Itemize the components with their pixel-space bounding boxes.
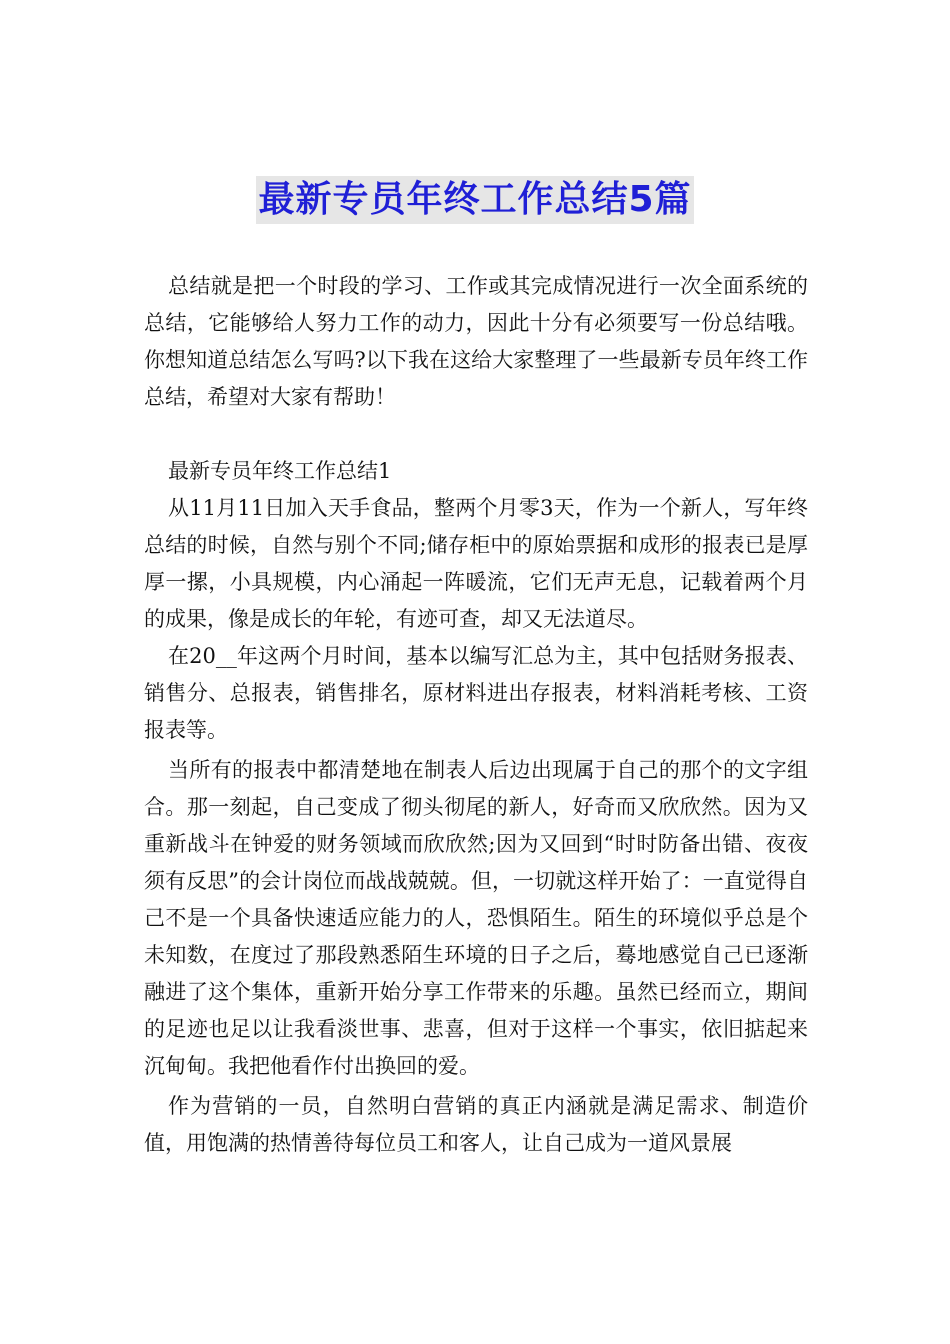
body-paragraph-3: 当所有的报表中都清楚地在制表人后边出现属于自己的那个的文字组合。那一刻起，自己变成了彻头彻尾的新人，好奇而又欣欣然。因为又重新战斗在钟爱的财务领域而欣欣然;因为又回到“时时防备出错、夜夜须有反思”的会计岗位而战战兢兢。但，一切就这样开始了：一直觉得自己不是一个具备快速适应能力的人，恐惧陌生。陌生的环境似乎总是个未知数，在度过了那段熟悉陌生环境的日子之后，蓦地感觉自己已逐渐融进了这个集体，重新开始分享工作带来的乐趣。虽然已经而立，期间的足迹也足以让我看淡世事、悲喜，但对于这样一个事实，依旧掂起来沉甸甸。我把他看作付出换回的爱。 [144, 758, 808, 1078]
intro-paragraph: 总结就是把一个时段的学习、工作或其完成情况进行一次全面系统的总结，它能够给人努力工作的动力，因此十分有必须要写一份总结哦。你想知道总结怎么写吗?以下我在这给大家整理了一些最新专员年终工作总结，希望对大家有帮助！ [144, 274, 808, 409]
body-paragraph-2: 在20__年这两个月时间，基本以编写汇总为主，其中包括财务报表、销售分、总报表，销售排名，原材料进出存报表，材料消耗考核、工资报表等。 [144, 644, 808, 742]
section-heading: 最新专员年终工作总结1 [168, 459, 392, 483]
document-body [144, 268, 808, 1162]
body-paragraph-1: 从11月11日加入天手食品，整两个月零3天，作为一个新人，写年终总结的时候，自然与别个不同;储存柜中的原始票据和成形的报表已是厚厚一摞，小具规模，内心涌起一阵暖流，它们无声无息，记载着两个月的成果，像是成长的年轮，有迹可查，却又无法道尽。 [144, 496, 808, 631]
document-title: 最新专员年终工作总结5篇 [256, 176, 693, 224]
body-paragraph-4: 作为营销的一员，自然明白营销的真正内涵就是满足需求、制造价值，用饱满的热情善待每位员工和客人，让自己成为一道风景展 [144, 1094, 808, 1155]
title-container [0, 176, 950, 224]
